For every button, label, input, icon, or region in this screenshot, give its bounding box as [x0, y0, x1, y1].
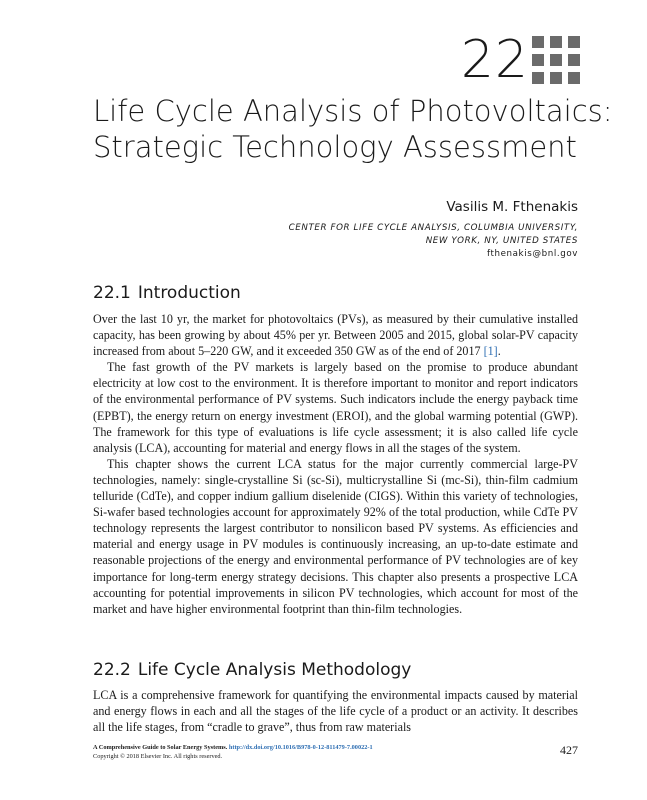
- book-title: A Comprehensive Guide to Solar Energy Systems.: [93, 744, 228, 751]
- paragraph: The fast growth of the PV markets is largely based on the promise to produce abundant electricity at low cost to the environment. It is therefore important to monitor and report indicators of the environmental performance of PV systems. Such indicators include the energy payback time (EPBT), the energy return on energy investment (EROI), and the global warming potential (GWP). The framework for this type of evaluations is life cycle assessment; it is also called life cycle analysis (LCA), accounting for material and energy flows in all the stages of the system.: [93, 360, 578, 455]
- section-title: Life Cycle Analysis Methodology: [137, 660, 412, 680]
- doi-link[interactable]: http://dx.doi.org/10.1016/B978-0-12-811479-7.00022-1: [228, 744, 373, 751]
- chapter-title-line1: Life Cycle Analysis of Photovoltaics:: [93, 94, 613, 128]
- author-email[interactable]: fthenakis@bnl.gov: [486, 249, 578, 259]
- citation-link[interactable]: [1]: [483, 344, 498, 359]
- footer-citation: [93, 743, 373, 761]
- author-name: Vasilis M. Fthenakis: [446, 199, 578, 215]
- section-number: 22.2: [93, 660, 131, 680]
- section-title: Introduction: [137, 283, 241, 303]
- copyright: Copyright © 2018 Elsevier Inc. All rights reserved.: [93, 753, 223, 760]
- section-number: 22.1: [93, 283, 131, 303]
- page-number: 427: [560, 743, 578, 757]
- affiliation-line2: NEW YORK, NY, UNITED STATES: [425, 236, 578, 246]
- section-heading-introduction: [93, 283, 241, 303]
- chapter-number: 22: [460, 30, 529, 90]
- methodology-body: [93, 687, 578, 735]
- introduction-body: [93, 311, 578, 617]
- paragraph: This chapter shows the current LCA status for the major currently commercial large-PV technologies, namely: single-crystalline Si (sc-Si), multicrystalline Si (mc-Si), thin-film cadmium telluride (CdTe), and copper indium gallium diselenide (CIGS). Within this variety of technologies, Si-wafer based technologies account for approximately 92% of the total production, while CdTe PV technology represents the largest contributor to nonsilicon based PV systems. As efficiencies and material and energy usage in PV modules is continuously increasing, an up-to-date estimate and reasonable projections of the energy and environmental performance of PV technologies are of key importance for long-term energy strategy decisions. This chapter also presents a prospective LCA accounting for potential improvements in silicon PV technologies, which account for most of the market and have higher environmental footprint than thin-film technologies.: [93, 456, 578, 616]
- paragraph: Over the last 10 yr, the market for photovoltaics (PVs), as measured by their cumulative installed capacity, has been growing by about 45% per yr. Between 2005 and 2015, global solar-PV capacity increased from about 5–220 GW, and it exceeded 350 GW as of the end of 2017 [1].: [93, 312, 578, 359]
- paragraph: LCA is a comprehensive framework for quantifying the environmental impacts caused by material and energy flows in each and all the stages of the life cycle of a product or an activity. It describes all the life stages, from “cradle to grave”, thus from raw materials: [93, 688, 578, 735]
- chapter-title: [93, 93, 613, 165]
- affiliation-line1: CENTER FOR LIFE CYCLE ANALYSIS, COLUMBIA UNIVERSITY,: [288, 223, 578, 233]
- section-heading-methodology: [93, 660, 411, 680]
- author-affiliation: [289, 222, 578, 248]
- chapter-title-line2: Strategic Technology Assessment: [93, 130, 577, 164]
- chapter-grid-icon: [532, 36, 580, 84]
